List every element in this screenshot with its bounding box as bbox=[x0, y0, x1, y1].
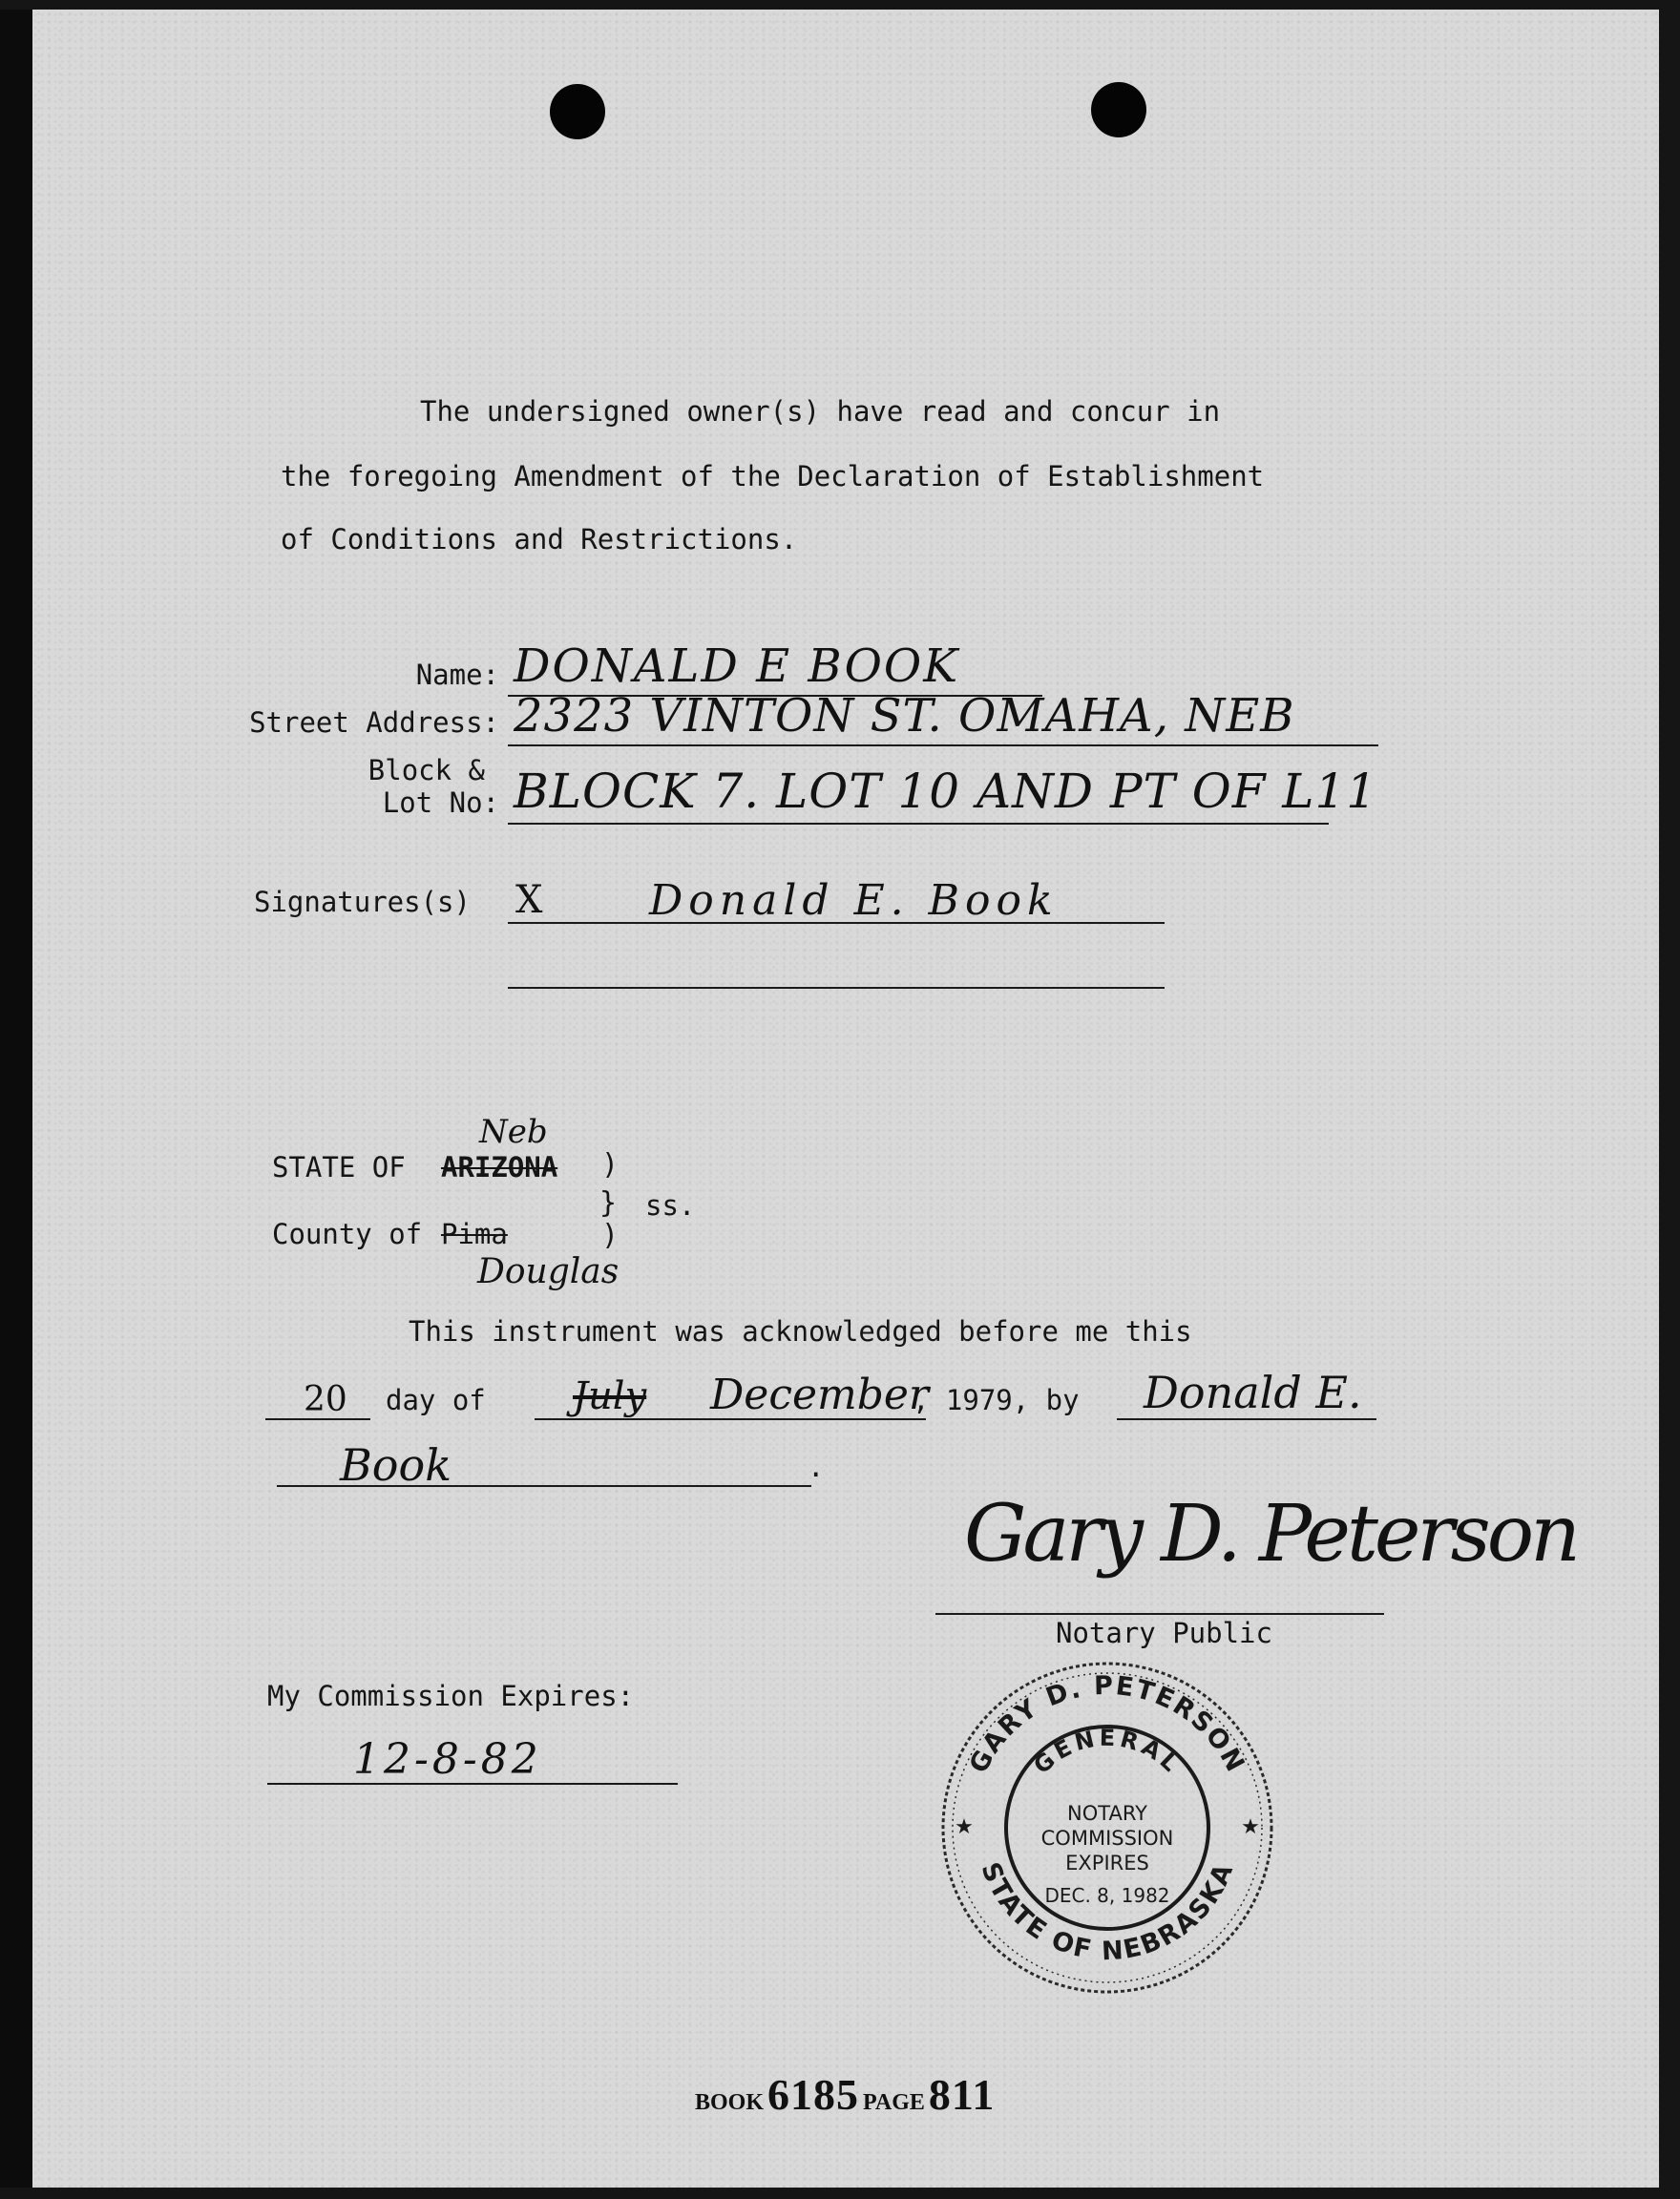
scan-edge-bottom bbox=[0, 2188, 1680, 2199]
name-label: Name: bbox=[415, 659, 499, 691]
acknowledged-by-value-2: Book bbox=[340, 1439, 452, 1491]
notary-signature: Gary D. Peterson bbox=[964, 1489, 1577, 1580]
year-text: , 1979, by bbox=[913, 1384, 1080, 1416]
acknowledged-by-value-1: Donald E. bbox=[1144, 1367, 1362, 1418]
day-of-label: day of bbox=[386, 1384, 486, 1416]
intro-line-3: of Conditions and Restrictions. bbox=[281, 523, 798, 555]
commission-underline bbox=[267, 1783, 678, 1785]
ss-label: ss. bbox=[645, 1189, 696, 1222]
scan-edge-top bbox=[0, 0, 1680, 10]
seal-line-2: COMMISSION bbox=[1040, 1827, 1174, 1850]
by-underline bbox=[1117, 1418, 1376, 1420]
brace-top: ) bbox=[601, 1148, 620, 1182]
state-struck-value: ARIZONA bbox=[441, 1151, 558, 1183]
commission-label: My Commission Expires: bbox=[267, 1680, 635, 1712]
seal-date: DEC. 8, 1982 bbox=[1044, 1884, 1170, 1907]
county-label: County of bbox=[272, 1218, 423, 1250]
owner-signature: Donald E. Book bbox=[649, 876, 1059, 925]
scan-edge-right bbox=[1659, 0, 1680, 2199]
seal-state-arc: STATE OF NEBRASKA bbox=[975, 1858, 1240, 1967]
notary-seal-emblem bbox=[935, 1656, 1279, 2000]
brace-middle: } bbox=[599, 1186, 618, 1220]
signature-underline-1 bbox=[508, 922, 1165, 924]
book-label: BOOK bbox=[695, 2090, 765, 2115]
page-number: 811 bbox=[928, 2070, 996, 2119]
state-handwritten-correction: Neb bbox=[479, 1113, 548, 1151]
scan-edge-left bbox=[0, 0, 32, 2199]
seal-general-arc: GENERAL bbox=[1028, 1724, 1186, 1780]
intro-line-1: The undersigned owner(s) have read and concur in bbox=[420, 395, 1221, 428]
block-label-2: Lot No: bbox=[382, 786, 499, 819]
punch-hole-right bbox=[1091, 82, 1146, 137]
signature-underline-2 bbox=[508, 987, 1165, 989]
acknowledgement-line: This instrument was acknowledged before me this bbox=[409, 1315, 1192, 1348]
block-lot-value: BLOCK 7. LOT 10 AND PT OF L11 bbox=[514, 764, 1378, 819]
by-period: . bbox=[808, 1451, 825, 1483]
svg-text:STATE OF NEBRASKA bbox=[975, 1858, 1239, 1966]
county-struck-value: Pima bbox=[441, 1218, 508, 1250]
signature-label: Signatures(s) bbox=[254, 886, 471, 918]
seal-line-3: EXPIRES bbox=[1065, 1852, 1149, 1874]
block-lot-underline bbox=[508, 823, 1329, 825]
day-underline bbox=[265, 1418, 370, 1420]
svg-text:GENERAL bbox=[1028, 1725, 1186, 1779]
commission-value: 12-8-82 bbox=[353, 1735, 542, 1784]
street-address-underline bbox=[508, 744, 1378, 746]
seal-star-left-icon: ★ bbox=[955, 1815, 974, 1839]
page-label: PAGE bbox=[863, 2090, 925, 2115]
svg-text:GARY D. PETERSON bbox=[964, 1671, 1251, 1778]
day-value: 20 bbox=[304, 1380, 347, 1419]
block-label-1: Block & bbox=[368, 754, 485, 786]
seal-line-1: NOTARY bbox=[1067, 1802, 1147, 1825]
street-address-label: Street Address: bbox=[249, 706, 499, 739]
street-address-value: 2323 VINTON ST. OMAHA, NEB bbox=[514, 689, 1295, 743]
brace-bottom: ) bbox=[601, 1219, 620, 1252]
name-value: DONALD E BOOK bbox=[514, 639, 960, 693]
book-page-stamp bbox=[695, 2069, 995, 2120]
by-underline-2 bbox=[277, 1485, 811, 1487]
county-handwritten-correction: Douglas bbox=[477, 1252, 620, 1291]
month-struck-value: July bbox=[573, 1374, 647, 1418]
punch-hole-left bbox=[550, 84, 605, 139]
book-number: 6185 bbox=[767, 2070, 860, 2119]
seal-name-arc: GARY D. PETERSON bbox=[963, 1670, 1251, 1778]
month-value: December bbox=[710, 1371, 929, 1419]
seal-star-right-icon: ★ bbox=[1241, 1815, 1260, 1839]
intro-line-2: the foregoing Amendment of the Declaration of Establishment bbox=[281, 460, 1265, 492]
notary-title: Notary Public bbox=[1056, 1617, 1272, 1649]
month-underline bbox=[535, 1418, 926, 1420]
signature-x-mark: X bbox=[515, 878, 543, 922]
state-label: STATE OF bbox=[272, 1151, 406, 1183]
notary-signature-line bbox=[935, 1613, 1384, 1615]
